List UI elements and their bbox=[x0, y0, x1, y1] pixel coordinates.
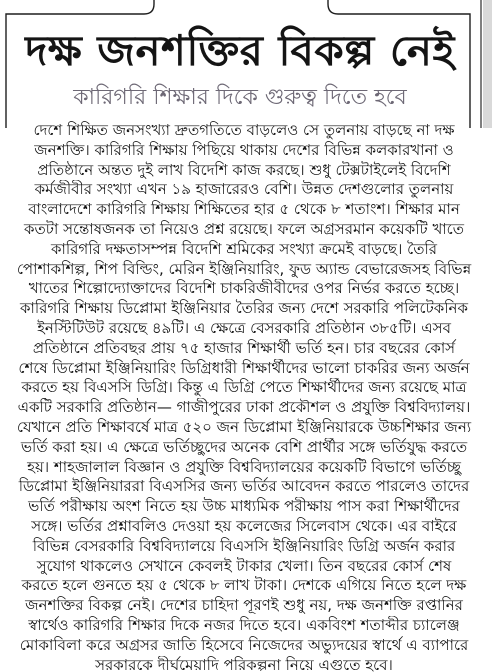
body-line: বিভিন্ন বেসরকারি বিশ্ববিদ্যালয়ে বিএসসি ইঞ্জিনিয়ারিং ডিগ্রি অর্জন করার bbox=[32, 536, 456, 555]
article-title: দক্ষ জনশক্তির বিকল্প নেই bbox=[25, 26, 455, 75]
article-body bbox=[10, 121, 478, 672]
body-line: প্রতিষ্ঠানে অন্তত দুই লাখ বিদেশি কাজ করছে। শুধু টেক্সটাইলেই বিদেশি bbox=[37, 160, 451, 179]
body-line: ইনস্টিটিউট রয়েছে ৪৯টি। এ ক্ষেত্রে বেসরকারি প্রতিষ্ঠান ৩৮৫টি। এসব bbox=[37, 318, 451, 337]
body-line: কারিগরি শিক্ষায় ডিপ্লোমা ইঞ্জিনিয়ার তৈরির জন্য দেশে সরকারি পলিটেকনিক bbox=[20, 299, 468, 318]
body-line: সঙ্গে। ভর্তির প্রশ্নাবলিও দেওয়া হয় কলেজের সিলেবাস থেকে। এর বাইরে bbox=[31, 516, 457, 535]
body-line: বাংলাদেশে কারিগরি শিক্ষায় শিক্ষিতের হার ৫ থেকে ৮ শতাংশ। শিক্ষার মান bbox=[28, 200, 460, 219]
body-line: পোশাকশিল্প, শিপ বিল্ডিং, মেরিন ইঞ্জিনিয়ারিং, ফুড অ্যান্ড বেভারেজসহ বিভিন্ন bbox=[16, 259, 472, 278]
body-line: যেখানে প্রতি শিক্ষাবর্ষে মাত্র ৫২০ জন ডিপ্লোমা ইঞ্জিনিয়ারকে উচ্চশিক্ষার জন্য bbox=[16, 417, 472, 436]
body-line: কর্মজীবীর সংখ্যা এখন ১৯ হাজারেরও বেশি। উন্নত দেশগুলোর তুলনায় bbox=[34, 180, 454, 199]
body-line: দেশে শিক্ষিত জনসংখ্যা দ্রুতগতিতে বাড়লেও সে তুলনায় বাড়ছে না দক্ষ bbox=[33, 121, 455, 139]
body-line: শেষে ডিপ্লোমা ইঞ্জিনিয়ারিং ডিগ্রিধারী শিক্ষার্থীদের ভালো চাকরির জন্য অর্জন bbox=[18, 358, 470, 377]
body-line: জনশক্তির বিকল্প নেই। দেশের চাহিদা পূরণই শুধু নয়, দক্ষ জনশক্তি রপ্তানির bbox=[25, 596, 463, 615]
body-line: জনশক্তি। কারিগরি শিক্ষায় পিছিয়ে থাকায় দেশের বিভিন্ন কলকারখানা ও bbox=[34, 140, 454, 159]
body-line: কতটা সন্তোষজনক তা নিয়েও প্রশ্ন রয়েছে। ফলে অগ্রসরমান কয়েকটি খাতে bbox=[24, 219, 464, 238]
body-line: মোকাবিলা করে অগ্রসর জাতি হিসেবে নিজেদের অভ্যুদয়ের স্বার্থে এ ব্যাপারে bbox=[19, 635, 469, 654]
body-line: করতে হয় বিএসসি ডিগ্রি। কিন্তু এ ডিগ্রি পেতে শিক্ষার্থীদের জন্য রয়েছে মাত্র bbox=[21, 378, 467, 397]
body-line: প্রতিষ্ঠানে প্রতিবছর প্রায় ৭৫ হাজার শিক্ষার্থী ভর্তি হন। চার বছরের কোর্স bbox=[32, 338, 456, 357]
body-line: ডিপ্লোমা ইঞ্জিনিয়াররা বিএসসির জন্য ভর্তির আবেদন করতে পারলেও তাদের bbox=[18, 477, 470, 496]
adjacent-column-shade bbox=[483, 0, 492, 128]
body-line: কারিগরি দক্ষতাসম্পন্ন বিদেশি শ্রমিকের সংখ্যা ক্রমেই বাড়ছে। তৈরি bbox=[50, 239, 437, 258]
body-line: সুযোগ থাকলেও সেখানে কেবলই টাকার খেলা। তিন বছরের কোর্স শেষ bbox=[36, 556, 452, 575]
body-line: হয়। শাহজালাল বিজ্ঞান ও প্রযুক্তি বিশ্ববিদ্যালয়ের কয়েকটি বিভাগে ভর্তিচ্ছু bbox=[27, 457, 461, 476]
body-line: করতে হলে গুনতে হয় ৫ থেকে ৮ লাখ টাকা। দেশকে এগিয়ে নিতে হলে দক্ষ bbox=[21, 576, 467, 595]
body-line: খাতের শিল্পোদ্যোক্তাদের বিদেশি চাকরিজীবীদের ওপর নির্ভর করতে হচ্ছে। bbox=[28, 279, 460, 298]
body-line: ভর্তি পরীক্ষায় অংশ নিতে হয় উচ্চ মাধ্যমিক পরীক্ষায় পাস করা শিক্ষার্থীদের bbox=[28, 497, 460, 516]
article-subtitle: কারিগরি শিক্ষার দিকে গুরুত্ব দিতে হবে bbox=[73, 85, 407, 110]
body-line: সরকারকে দীর্ঘমেয়াদি পরিকল্পনা নিয়ে এগুতে হবে। bbox=[95, 655, 393, 672]
body-line: ভর্তি করা হয়। এ ক্ষেত্রে ভর্তিচ্ছুদের অনেক বেশি প্রার্থীর সঙ্গে ভর্তিযুদ্ধ করতে bbox=[20, 437, 468, 456]
body-line: একটি সরকারি প্রতিষ্ঠান— গাজীপুরের ঢাকা প্রকৌশল ও প্রযুক্তি বিশ্ববিদ্যালয়। bbox=[17, 398, 471, 417]
body-line: স্বার্থেও কারিগরি শিক্ষার দিকে নজর দিতে হবে। একবিংশ শতাব্দীর চ্যালেঞ্জ bbox=[28, 615, 460, 634]
